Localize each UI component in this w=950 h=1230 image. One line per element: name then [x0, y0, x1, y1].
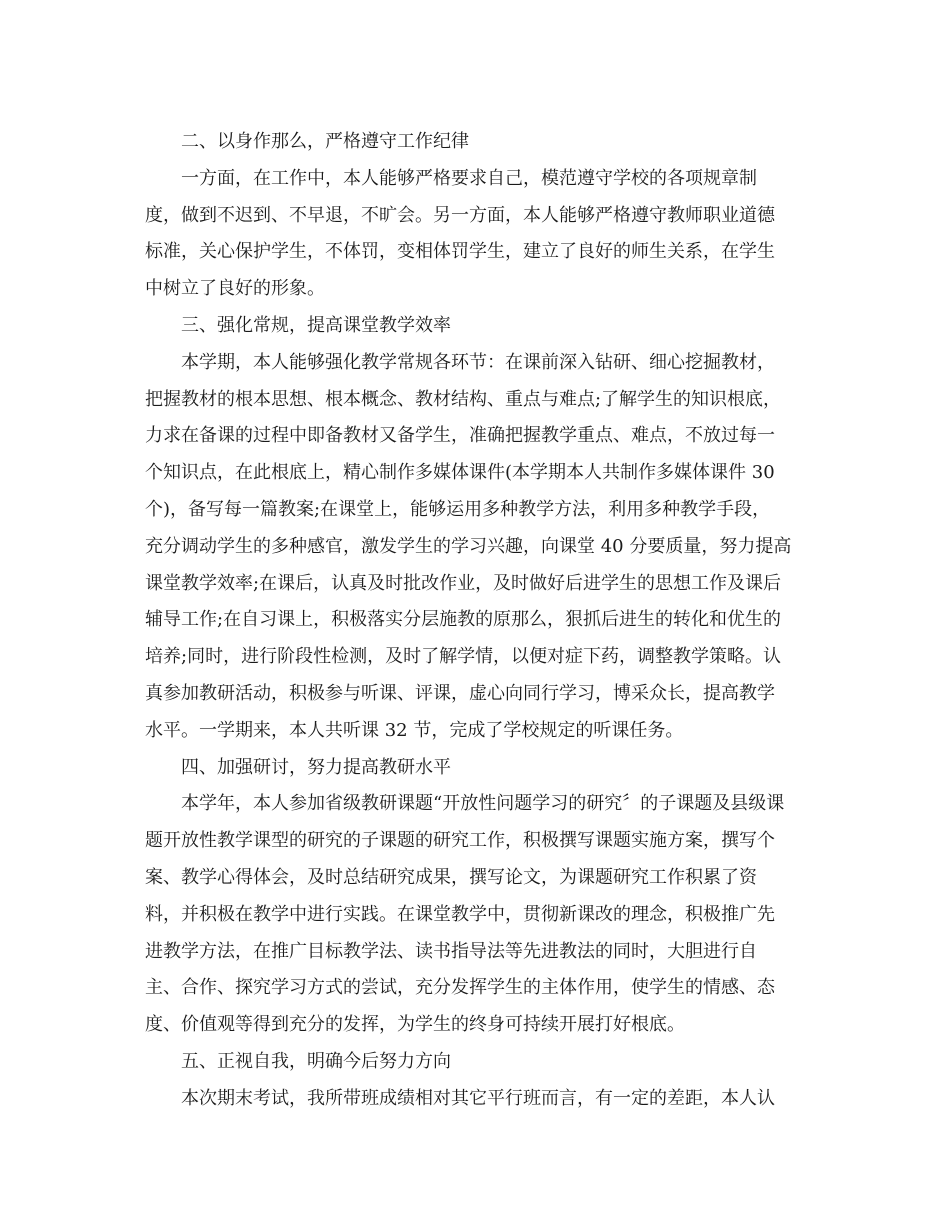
section-heading: 四、加强研讨，努力提高教研水平 [181, 756, 451, 778]
paragraph-line: 题开放性教学课型的研究的子课题的研究工作，积极撰写课题实施方案，撰写个 [145, 830, 775, 852]
document-body [145, 124, 805, 1118]
paragraph-line: 本学年，本人参加省级教研课题“开放性问题学习的研究〞的子课题及县级课 [181, 793, 785, 815]
paragraph-line: 把握教材的根本思想、根本概念、教材结构、重点与难点;了解学生的知识根底， [145, 388, 782, 410]
paragraph-line: 个)，备写每一篇教案;在课堂上，能够运用多种教学方法，利用多种教学手段， [145, 498, 771, 520]
paragraph-line: 课堂教学效率;在课后，认真及时批改作业，及时做好后进学生的思想工作及课后 [145, 572, 782, 594]
paragraph-line: 本次期末考试，我所带班成绩相对其它平行班而言，有一定的差距，本人认 [181, 1087, 775, 1109]
paragraph-line: 进教学方法，在推广目标教学法、读书指导法等先进教法的同时，大胆进行自 [145, 940, 757, 962]
paragraph-line: 真参加教研活动，积极参与听课、评课，虚心向同行学习，博采众长，提高教学 [145, 682, 775, 704]
paragraph-line: 力求在备课的过程中即备教材又备学生，准确把握教学重点、难点，不放过每一 [145, 425, 775, 447]
paragraph-line: 本学期，本人能够强化教学常规各环节：在课前深入钻研、细心挖掘教材， [181, 351, 775, 373]
paragraph-line: 一方面，在工作中，本人能够严格要求自己，模范遵守学校的各项规章制 [181, 167, 757, 189]
paragraph-line: 培养;同时，进行阶段性检测，及时了解学情，以便对症下药，调整教学策略。认 [145, 646, 782, 668]
paragraph-line: 中树立了良好的形象。 [145, 278, 325, 300]
paragraph-line: 案、教学心得体会，及时总结研究成果，撰写论文，为课题研究工作积累了资 [145, 866, 757, 888]
paragraph-line: 水平。一学期来，本人共听课 32 节，完成了学校规定的听课任务。 [145, 719, 684, 741]
paragraph-line: 标准，关心保护学生，不体罚，变相体罚学生，建立了良好的师生关系，在学生 [145, 241, 775, 263]
section-heading: 三、强化常规，提高课堂教学效率 [181, 314, 451, 336]
paragraph-line: 主、合作、探究学习方式的尝试，充分发挥学生的主体作用，使学生的情感、态 [145, 977, 775, 999]
paragraph-line: 料，并积极在教学中进行实践。在课堂教学中，贯彻新课改的理念，积极推广先 [145, 903, 775, 925]
section-heading: 五、正视自我，明确今后努力方向 [181, 1050, 451, 1072]
paragraph-line: 个知识点，在此根底上，精心制作多媒体课件(本学期本人共制作多媒体课件 30 [145, 462, 775, 484]
paragraph-line: 充分调动学生的多种感官，激发学生的学习兴趣，向课堂 40 分要质量，努力提高 [145, 535, 792, 557]
section-heading: 二、以身作那么，严格遵守工作纪律 [181, 131, 469, 152]
paragraph-line: 辅导工作;在自习课上，积极落实分层施教的原那么，狠抓后进生的转化和优生的 [145, 609, 782, 631]
paragraph-line: 度，做到不迟到、不早退，不旷会。另一方面，本人能够严格遵守教师职业道德 [145, 204, 775, 226]
paragraph-line: 度、价值观等得到充分的发挥，为学生的终身可持续开展打好根底。 [145, 1014, 685, 1036]
